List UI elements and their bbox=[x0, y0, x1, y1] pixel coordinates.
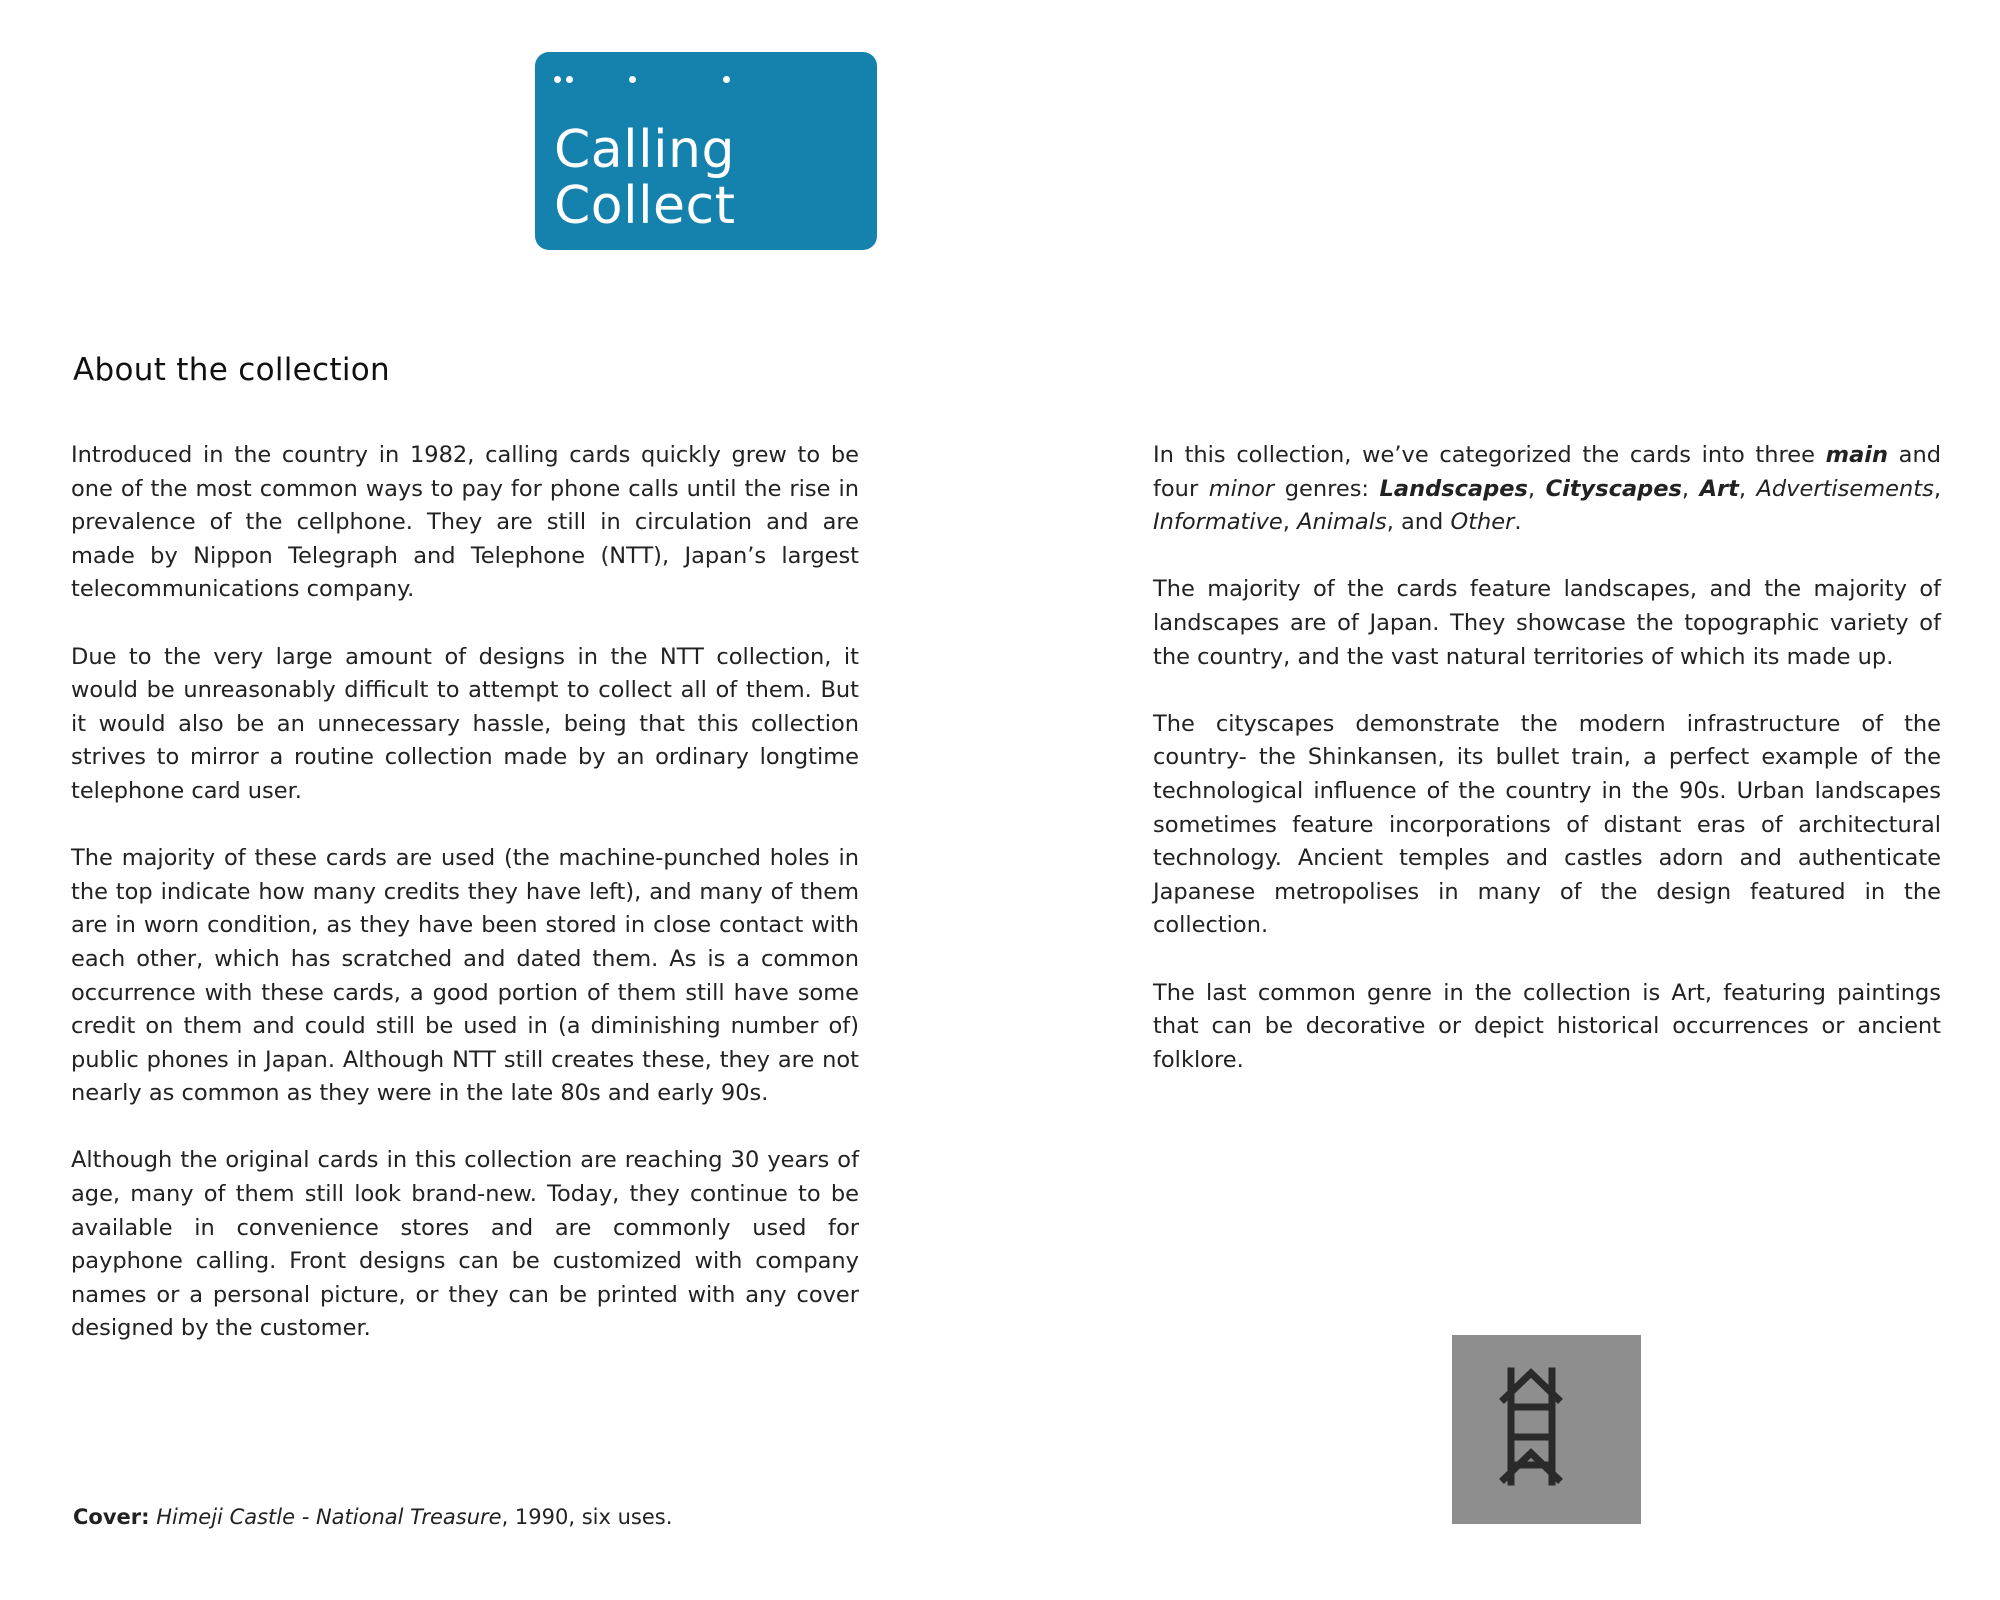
caption-details: , 1990, six uses. bbox=[501, 1505, 673, 1529]
genre-landscapes: Landscapes bbox=[1379, 475, 1528, 502]
card-notch-shape bbox=[871, 187, 887, 217]
logo-line-2: Collect bbox=[554, 176, 736, 236]
paragraph: The majority of the cards feature landscapes, and the majority of landscapes are of Japan. They showcase the topographic variety of the country, and the vast natural territories of which its made up. bbox=[1153, 576, 1941, 670]
paragraph: Due to the very large amount of designs in the NTT collection, it would be unreasonably difficult to attempt to collect all of them. But it would also be an unnecessary hassle, being that this collection strives to mirror a routine collection made by an ordinary longtime telephone card user. bbox=[71, 643, 859, 804]
calling-collect-logo bbox=[535, 52, 877, 250]
paragraph: The majority of these cards are used (the machine-punched holes in the top indicate how many credits they have left), and many of them are in worn condition, as they have been stored in close contact with each other, which has scratched and dated them. As is a common occurrence with these cards, a good portion of them still have some credit on them and could still be used in (a diminishing number of) public phones in Japan. Although NTT still creates these, they are not nearly as common as they were in the late 80s and early 90s. bbox=[71, 845, 859, 1107]
paragraph: The cityscapes demonstrate the modern infrastructure of the country- the Shinkansen, its bullet train, a perfect example of the technological influence of the country in the 90s. Urban landscapes sometimes feature incorporations of distant eras of architectural technology. Ancient temples and castles adorn and authenticate Japanese metropolises in many of the design featured in the collection. bbox=[1153, 710, 1941, 939]
right-column bbox=[1153, 439, 1941, 1111]
caption-label: Cover: bbox=[73, 1505, 150, 1529]
genre-informative: Informative bbox=[1153, 509, 1283, 536]
punch-hole-dot bbox=[723, 76, 730, 83]
paragraph: The last common genre in the collection is Art, featuring paintings that can be decorative or depict historical occurrences or ancient folklore. bbox=[1153, 979, 1941, 1073]
castle-icon bbox=[1452, 1335, 1641, 1524]
emphasis-minor: minor bbox=[1208, 475, 1275, 502]
punch-hole-dot bbox=[566, 76, 573, 83]
genres-paragraph: In this collection, we’ve categorized the cards into three main and four minor genres: Landscapes, Cityscapes, Art, Advertisements, Informative, Animals, and Other. bbox=[1153, 442, 1941, 536]
emphasis-main: main bbox=[1825, 442, 1888, 468]
punch-hole-dot bbox=[554, 76, 561, 83]
caption-title: Himeji Castle - National Treasure bbox=[156, 1505, 502, 1529]
paragraph: Introduced in the country in 1982, calling cards quickly grew to be one of the most common ways to pay for phone calls until the rise in prevalence of the cellphone. They are still in circulation and are made by Nippon Telegraph and Telephone (NTT), Japan’s largest telecommunications company. bbox=[71, 442, 859, 603]
paragraph: Although the original cards in this collection are reaching 30 years of age, many of them still look brand-new. Today, they continue to be available in convenience stores and are commonly used for payphone calling. Front designs can be customized with company names or a personal picture, or they can be printed with any cover designed by the customer. bbox=[71, 1147, 859, 1342]
logo-line-1: Calling bbox=[554, 120, 735, 180]
castle-stamp bbox=[1452, 1335, 1641, 1524]
genre-other: Other bbox=[1450, 509, 1515, 536]
genre-cityscapes: Cityscapes bbox=[1545, 475, 1682, 502]
cover-caption bbox=[73, 1505, 672, 1529]
left-column bbox=[71, 439, 859, 1380]
genre-animals: Animals bbox=[1297, 509, 1387, 536]
genre-art: Art bbox=[1699, 475, 1739, 502]
punch-hole-dot bbox=[629, 76, 636, 83]
page-title: About the collection bbox=[73, 352, 390, 388]
genre-advertisements: Advertisements bbox=[1756, 475, 1934, 502]
